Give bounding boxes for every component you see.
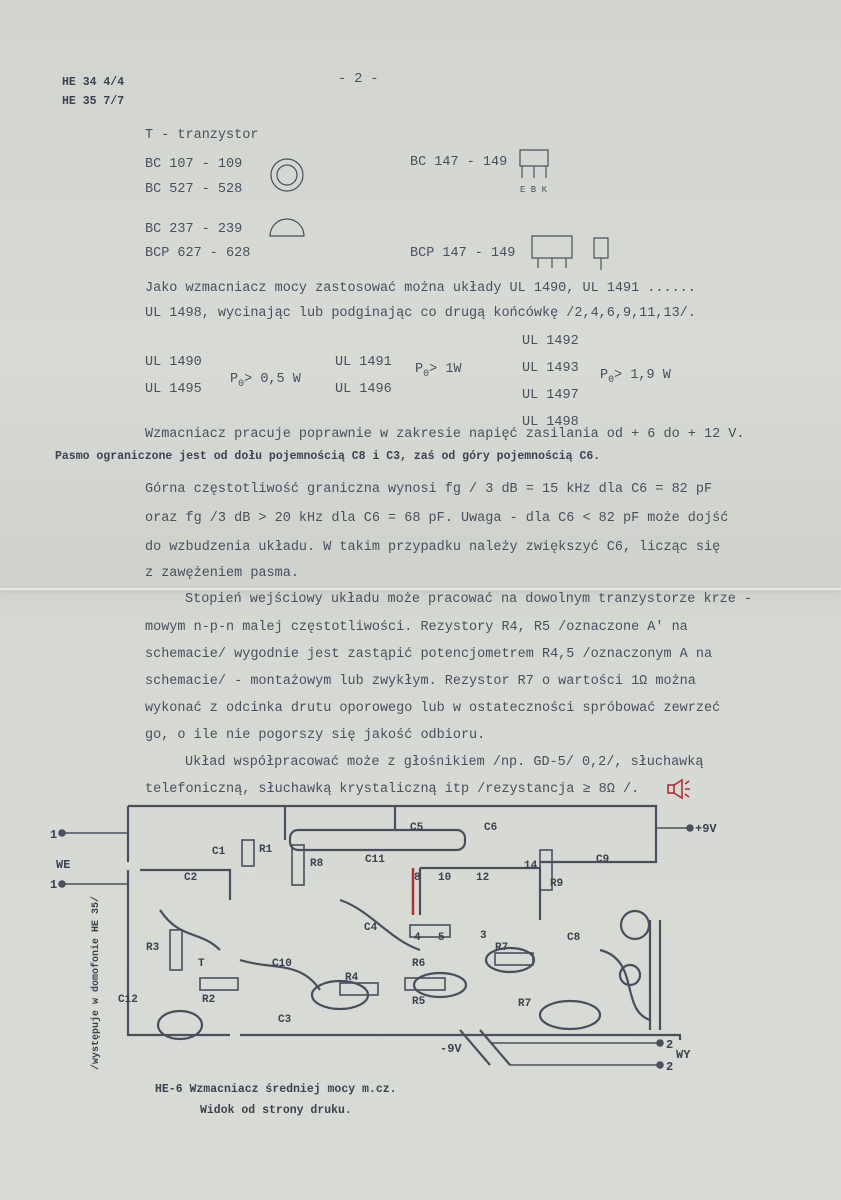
ic-ul1492: UL 1492	[522, 334, 579, 349]
transistor-title: T - tranzystor	[145, 128, 259, 143]
pcb-label-r9: R9	[550, 878, 564, 890]
supply-text: Wzmacniacz pracuje poprawnie w zakresie napięć zasilania od + 6 do + 12 V.	[145, 427, 745, 442]
to92-package-icon	[520, 150, 548, 178]
pin-1-top: 1	[50, 828, 58, 842]
to18-package-icon	[271, 159, 303, 191]
pcb-label-c11: C11	[365, 854, 385, 866]
paper-fold	[0, 588, 841, 590]
ic-ul1493: UL 1493	[522, 361, 579, 376]
pcb-label-r5: R5	[412, 996, 426, 1008]
ic-ul1490: UL 1490	[145, 355, 202, 370]
freq-line1: Górna częstotliwość graniczna wynosi fg / 3 dB = 15 kHz dla C6 = 82 pF	[145, 482, 713, 497]
stage-line5: wykonać z odcinka drutu oporowego lub w ostateczności spróbować zewrzeć	[145, 701, 721, 716]
pcb-label-c5: C5	[410, 822, 424, 834]
pcb-num-14: 14	[524, 860, 538, 872]
freq-line3: do wzbudzenia układu. W takim przypadku należy zwiększyć C6, licząc się	[145, 540, 721, 555]
pcb-num-5: 5	[438, 932, 445, 944]
ic-ul1496: UL 1496	[335, 382, 392, 397]
pcb-label-c2: C2	[184, 872, 198, 884]
ic-ul1495: UL 1495	[145, 382, 202, 397]
pcb-num-12: 12	[476, 872, 490, 884]
page-number: - 2 -	[338, 72, 379, 87]
transistor-row2b: BCP 627 - 628	[145, 246, 251, 261]
ic-ul1497: UL 1497	[522, 388, 579, 403]
stage-line6: go, o ile nie pogorszy się jakość odbioru.	[145, 728, 486, 743]
plus9v-label: +9V	[695, 822, 717, 836]
pcb-layout	[40, 800, 740, 1075]
band-text: Pasmo ograniczone jest od dołu pojemnością C8 i C3, zaś od góry pojemnością C6.	[55, 450, 601, 463]
caption-line1: HE-6 Wzmacniacz średniej mocy m.cz.	[155, 1083, 397, 1096]
speaker-icon	[666, 778, 692, 800]
pcb-label-t: T	[198, 958, 205, 970]
pcb-label-c4: C4	[364, 922, 378, 934]
pcb-label-r7b: R7	[518, 998, 532, 1010]
stage-line3: schemacie/ wygodnie jest zastąpić potencjometrem R4,5 /oznaczonym A na	[145, 647, 713, 662]
transistor-row2c: BCP 147 - 149	[410, 246, 516, 261]
pcb-top-edge	[128, 806, 656, 862]
doc-ref-2: HE 35 7/7	[62, 95, 125, 108]
pcb-label-c6: C6	[484, 822, 498, 834]
pcb-num-10: 10	[438, 872, 452, 884]
minus9v-label: -9V	[440, 1042, 462, 1056]
pcb-num-4: 4	[414, 932, 421, 944]
power-2: $P_0> 1W$	[415, 362, 462, 380]
pcb-label-c9: C9	[596, 854, 610, 866]
pcb-label-c10: C10	[272, 958, 292, 970]
power-1: $P_0> 0,5$ W	[230, 372, 301, 390]
speaker-line1: Układ współpracować może z głośnikiem /np. GD-5/ 0,2/, słuchawką	[185, 755, 704, 770]
doc-ref-1: HE 34 4/4	[62, 76, 125, 89]
pins-label: E B K	[520, 185, 548, 195]
side-package-icon	[594, 238, 608, 270]
stage-line1: Stopień wejściowy układu może pracować na dowolnym tranzystorze krze -	[185, 592, 753, 607]
transistor-drawings	[0, 0, 841, 300]
input-label: WE	[56, 858, 71, 872]
stage-line2: mowym n-p-n malej częstotliwości. Rezystory R4, R5 /oznaczone A' na	[145, 620, 688, 635]
half-round-package-icon	[270, 219, 304, 236]
freq-line4: z zawężeniem pasma.	[145, 566, 299, 581]
pcb-label-r4: R4	[345, 972, 359, 984]
amp-line1: Jako wzmacniacz mocy zastosować można układy UL 1490, UL 1491 ......	[145, 281, 696, 296]
pcb-label-r7: R7	[495, 942, 509, 954]
pcb-bottom-edge	[240, 1035, 680, 1040]
pcb-label-r6: R6	[412, 958, 426, 970]
power-3: $P_0> 1,9$ W	[600, 368, 671, 386]
transistor-row1b: BC 527 - 528	[145, 182, 243, 197]
caption-line2: Widok od strony druku.	[200, 1104, 352, 1117]
transistor-row1c: BC 147 - 149	[410, 155, 508, 170]
speaker-line2: telefoniczną, słuchawką krystaliczną itp /rezystancja ≥ 8Ω /.	[145, 782, 640, 797]
stage-line4: schemacie/ - montażowym lub zwykłym. Rezystor R7 o wartości 1Ω można	[145, 674, 696, 689]
pcb-side-note: /występuje w domofonie HE 35/	[91, 895, 102, 1070]
pcb-label-c1: C1	[212, 846, 226, 858]
pcb-label-c12: C12	[118, 994, 138, 1006]
flat-package-icon	[532, 236, 572, 268]
pin-2-top: 2	[666, 1038, 674, 1052]
ic-ul1491: UL 1491	[335, 355, 392, 370]
pcb-label-r2: R2	[202, 994, 216, 1006]
pin-1-bottom: 1	[50, 878, 58, 892]
pcb-label-r3: R3	[146, 942, 160, 954]
pcb-label-r1: R1	[259, 844, 273, 856]
freq-line2: oraz fg /3 dB > 20 kHz dla C6 = 68 pF. Uwaga - dla C6 < 82 pF może dojść	[145, 511, 729, 526]
amp-line2: UL 1498, wycinając lub podginając co drugą końcówkę /2,4,6,9,11,13/.	[145, 306, 696, 321]
output-label: WY	[676, 1048, 691, 1062]
pcb-label-c3: C3	[278, 1014, 292, 1026]
pcb-label-r8: R8	[310, 858, 324, 870]
pin-2-bottom: 2	[666, 1060, 674, 1074]
ic-ul1498: UL 1498	[522, 415, 579, 430]
pcb-num-3: 3	[480, 930, 487, 942]
transistor-row2a: BC 237 - 239	[145, 222, 243, 237]
pcb-label-c8: C8	[567, 932, 581, 944]
transistor-row1a: BC 107 - 109	[145, 157, 243, 172]
pcb-num-8: 8	[414, 872, 421, 884]
